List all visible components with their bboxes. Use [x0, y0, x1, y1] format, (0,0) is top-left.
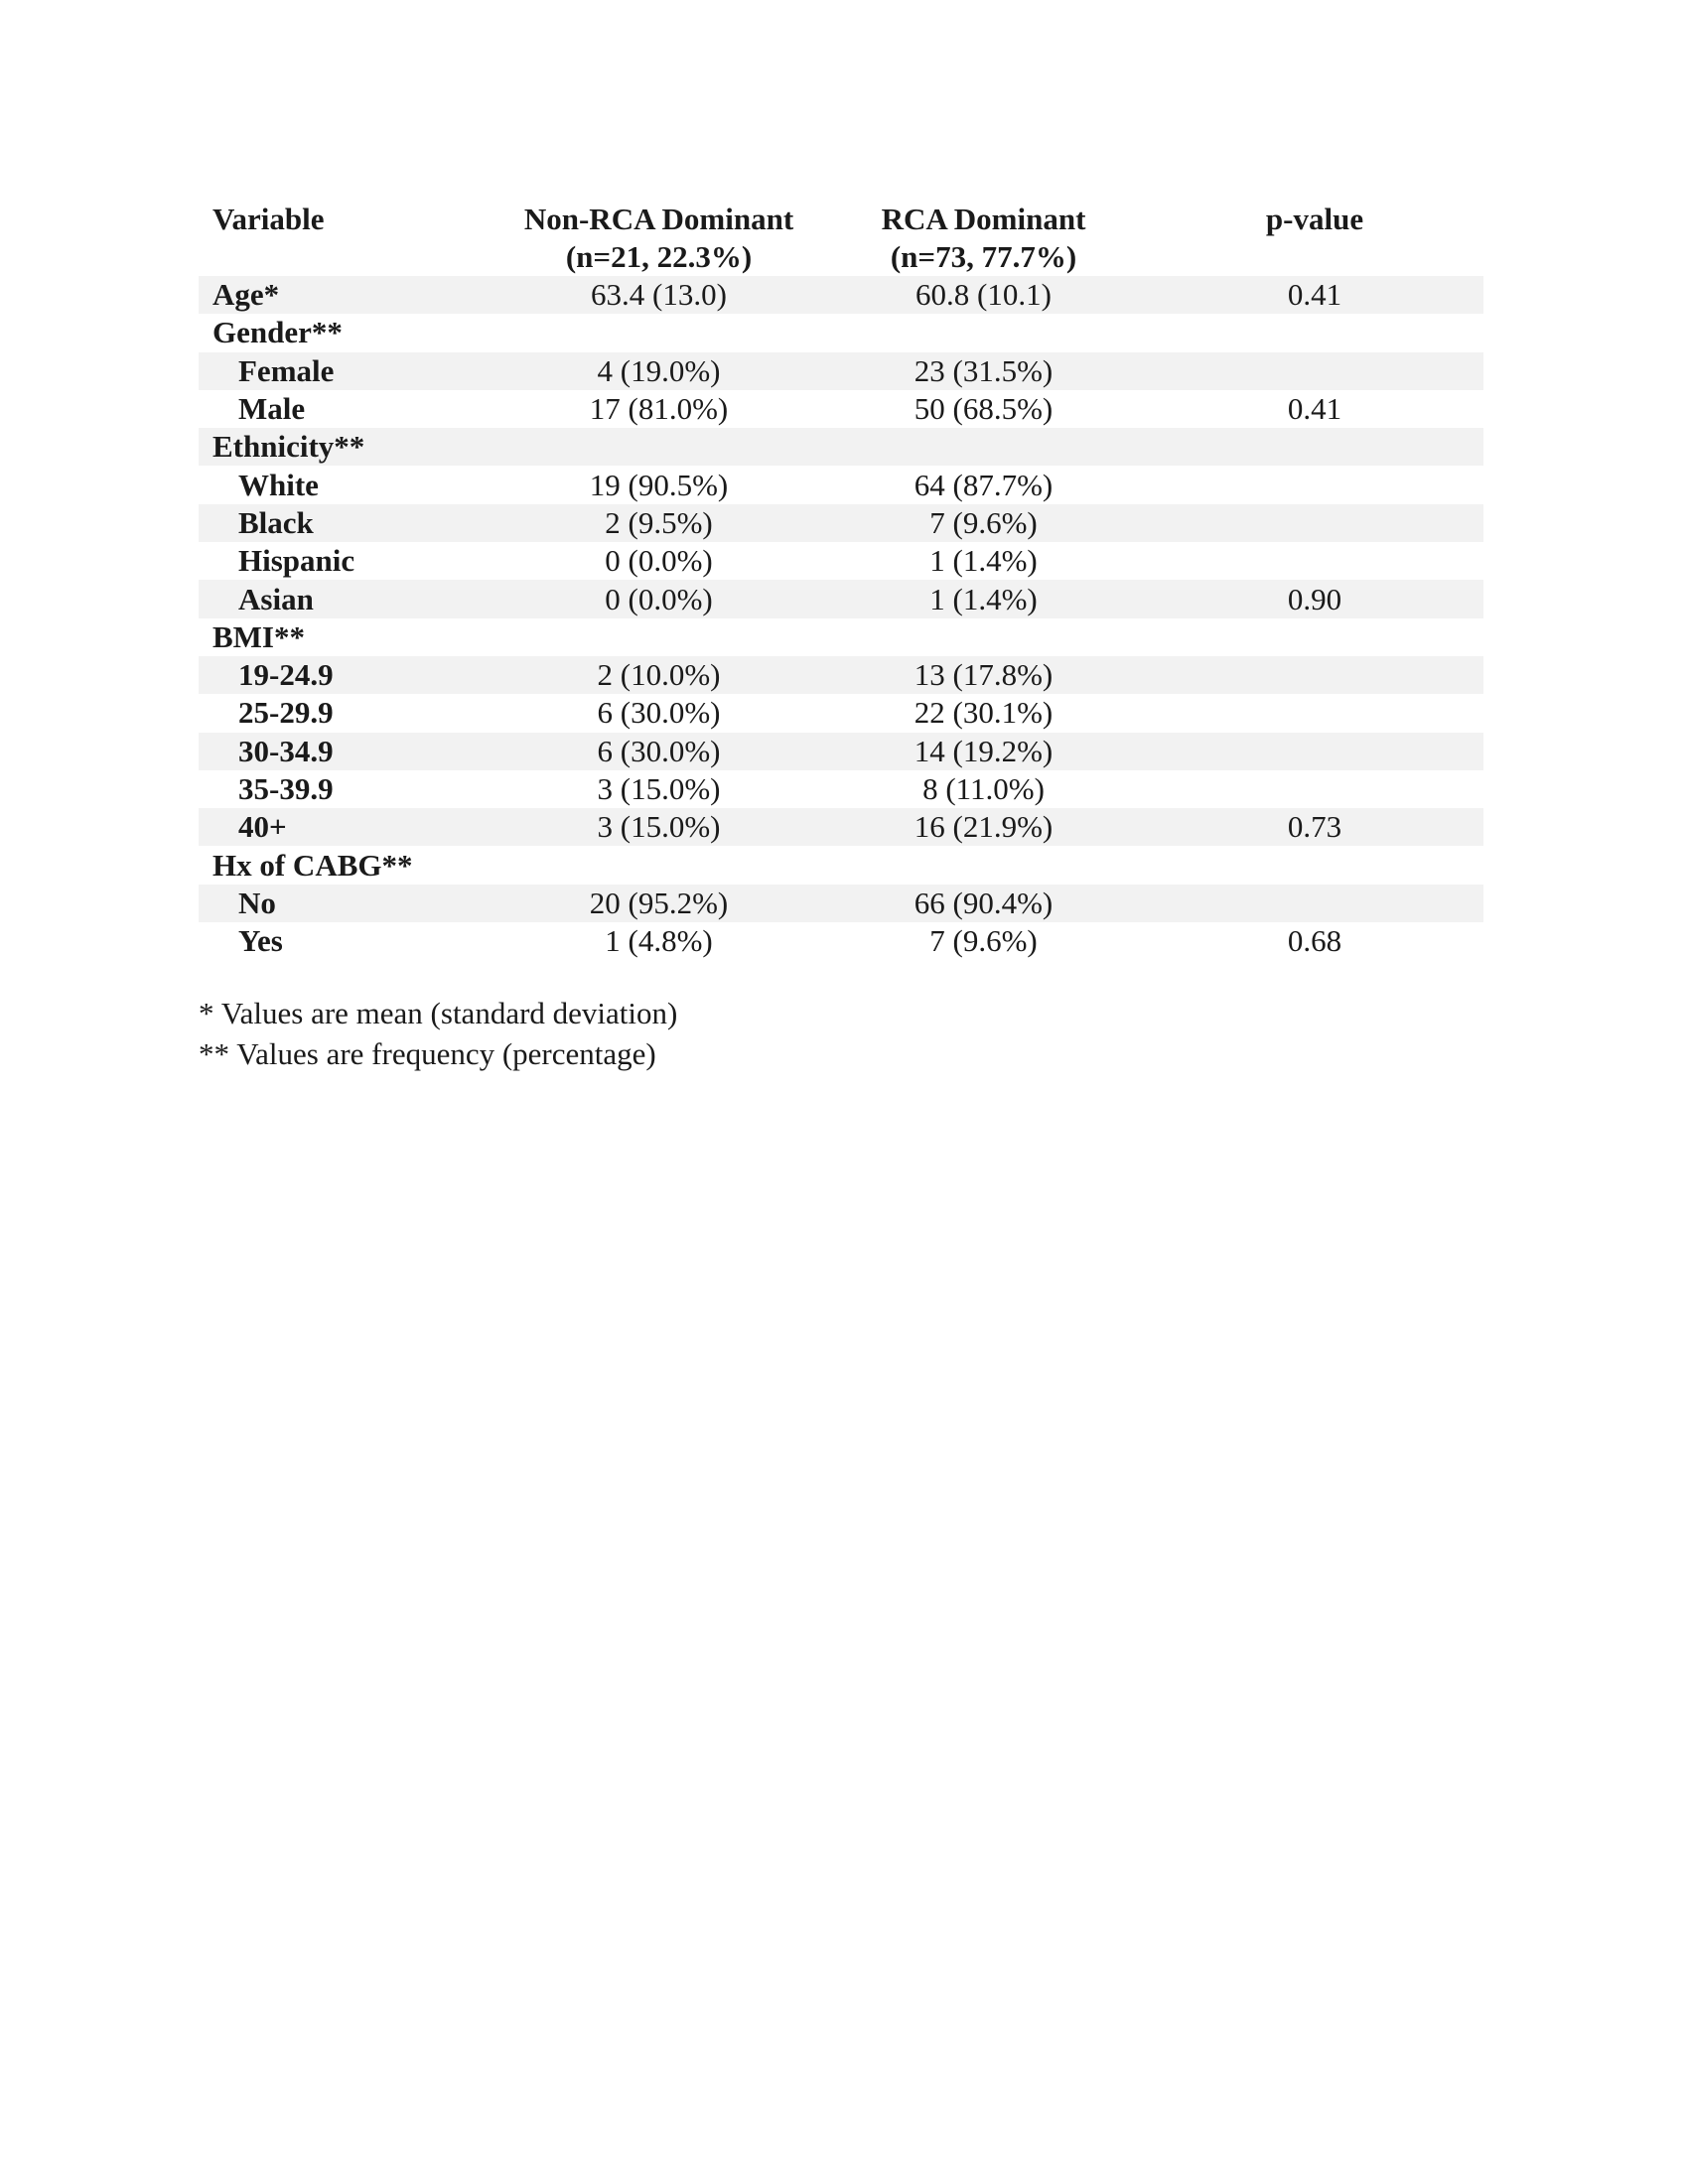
cell-non-rca-dominant — [496, 618, 821, 656]
cell-rca-dominant: 13 (17.8%) — [821, 656, 1146, 694]
cell-variable: Male — [238, 391, 306, 427]
cell-non-rca-dominant: 2 (10.0%) — [496, 656, 821, 694]
cell-p-value: 0.90 — [1146, 580, 1483, 617]
cell-p-value — [1146, 885, 1483, 922]
header-line: (n=73, 77.7%) — [890, 239, 1077, 274]
cell-non-rca-dominant: 0 (0.0%) — [605, 543, 713, 579]
cell-p-value: 0.68 — [1287, 923, 1342, 959]
table-container — [199, 201, 1483, 960]
cell-non-rca-dominant: 3 (15.0%) — [597, 771, 721, 806]
cell-variable: Hispanic — [238, 543, 355, 579]
cell-variable: Hx of CABG** — [212, 847, 413, 883]
table-row — [199, 656, 1483, 694]
cell-variable: No — [199, 885, 496, 922]
header-p-value — [1146, 201, 1483, 276]
header-non-rca-dominant — [496, 201, 821, 276]
cell-non-rca-dominant: 3 (15.0%) — [496, 808, 821, 846]
cell-variable: 19-24.9 — [199, 656, 496, 694]
cell-variable: 40+ — [199, 808, 496, 846]
cell-variable: Yes — [238, 923, 283, 959]
table-row — [199, 428, 1483, 466]
cell-variable: Age* — [199, 276, 496, 314]
cell-non-rca-dominant: 2 (9.5%) — [496, 504, 821, 542]
header-line: RCA Dominant — [881, 202, 1086, 236]
header-row — [199, 201, 1483, 276]
cell-non-rca-dominant — [496, 428, 821, 466]
header-line: p-value — [1265, 202, 1364, 236]
cell-rca-dominant: 1 (1.4%) — [929, 543, 1038, 579]
table-row — [199, 694, 1483, 732]
cell-p-value — [1146, 504, 1483, 542]
table-row — [199, 352, 1483, 390]
cell-variable: Gender** — [212, 315, 343, 350]
cell-rca-dominant: 66 (90.4%) — [821, 885, 1146, 922]
cell-variable: BMI** — [212, 618, 305, 654]
header-line: (n=21, 22.3%) — [565, 239, 753, 274]
cell-non-rca-dominant: 6 (30.0%) — [496, 733, 821, 770]
table-row — [199, 770, 1483, 808]
demographics-table — [199, 201, 1483, 960]
cell-non-rca-dominant: 63.4 (13.0) — [496, 276, 821, 314]
header-rca-dominant — [821, 201, 1146, 276]
cell-variable: 25-29.9 — [238, 695, 334, 731]
table-row — [199, 276, 1483, 314]
cell-rca-dominant — [821, 618, 1146, 656]
table-row — [199, 314, 1483, 351]
table-row — [199, 846, 1483, 884]
cell-p-value — [1146, 656, 1483, 694]
cell-rca-dominant: 7 (9.6%) — [821, 504, 1146, 542]
table-body — [199, 276, 1483, 960]
cell-p-value — [1146, 694, 1483, 732]
table-row — [199, 504, 1483, 542]
cell-rca-dominant: 22 (30.1%) — [914, 695, 1054, 731]
cell-non-rca-dominant: 17 (81.0%) — [589, 391, 729, 427]
cell-variable: 30-34.9 — [199, 733, 496, 770]
table-row — [199, 885, 1483, 922]
table-row — [199, 580, 1483, 617]
table-header — [199, 201, 1483, 276]
cell-non-rca-dominant: 4 (19.0%) — [496, 352, 821, 390]
table-row — [199, 466, 1483, 503]
cell-p-value — [1146, 733, 1483, 770]
cell-variable: Black — [199, 504, 496, 542]
cell-non-rca-dominant: 6 (30.0%) — [597, 695, 721, 731]
cell-variable: Asian — [199, 580, 496, 617]
table-row — [199, 922, 1483, 960]
table-row — [199, 390, 1483, 428]
cell-rca-dominant — [821, 428, 1146, 466]
cell-non-rca-dominant — [496, 314, 821, 351]
cell-rca-dominant: 16 (21.9%) — [821, 808, 1146, 846]
cell-rca-dominant: 50 (68.5%) — [914, 391, 1054, 427]
cell-rca-dominant: 23 (31.5%) — [821, 352, 1146, 390]
table-row — [199, 542, 1483, 580]
cell-p-value — [1146, 428, 1483, 466]
cell-p-value: 0.41 — [1146, 276, 1483, 314]
cell-p-value: 0.73 — [1146, 808, 1483, 846]
cell-rca-dominant — [821, 314, 1146, 351]
cell-p-value — [1146, 352, 1483, 390]
footnotes — [199, 993, 677, 1074]
cell-variable: Female — [199, 352, 496, 390]
cell-rca-dominant: 14 (19.2%) — [821, 733, 1146, 770]
cell-non-rca-dominant: 1 (4.8%) — [605, 923, 713, 959]
cell-rca-dominant: 64 (87.7%) — [914, 467, 1054, 502]
cell-rca-dominant — [821, 846, 1146, 884]
footnote-mean-sd: * Values are mean (standard deviation) — [199, 996, 678, 1030]
cell-p-value — [1146, 770, 1483, 808]
header-line: Non-RCA Dominant — [523, 202, 794, 236]
table-row — [199, 618, 1483, 656]
header-line: Variable — [212, 202, 325, 236]
cell-non-rca-dominant — [496, 846, 821, 884]
cell-p-value — [1146, 314, 1483, 351]
cell-non-rca-dominant: 20 (95.2%) — [496, 885, 821, 922]
cell-rca-dominant: 8 (11.0%) — [922, 771, 1045, 806]
cell-p-value — [1146, 618, 1483, 656]
footnote-frequency: ** Values are frequency (percentage) — [199, 1036, 656, 1071]
cell-rca-dominant: 1 (1.4%) — [821, 580, 1146, 617]
cell-variable: Ethnicity** — [199, 428, 496, 466]
cell-variable: White — [238, 467, 319, 502]
cell-p-value — [1146, 846, 1483, 884]
cell-p-value: 0.41 — [1287, 391, 1342, 427]
header-variable — [199, 201, 496, 276]
cell-p-value — [1146, 466, 1483, 503]
table-row — [199, 733, 1483, 770]
cell-rca-dominant: 7 (9.6%) — [929, 923, 1038, 959]
cell-non-rca-dominant: 19 (90.5%) — [589, 467, 729, 502]
cell-non-rca-dominant: 0 (0.0%) — [496, 580, 821, 617]
cell-rca-dominant: 60.8 (10.1) — [821, 276, 1146, 314]
table-row — [199, 808, 1483, 846]
cell-p-value — [1146, 542, 1483, 580]
cell-variable: 35-39.9 — [238, 771, 334, 806]
